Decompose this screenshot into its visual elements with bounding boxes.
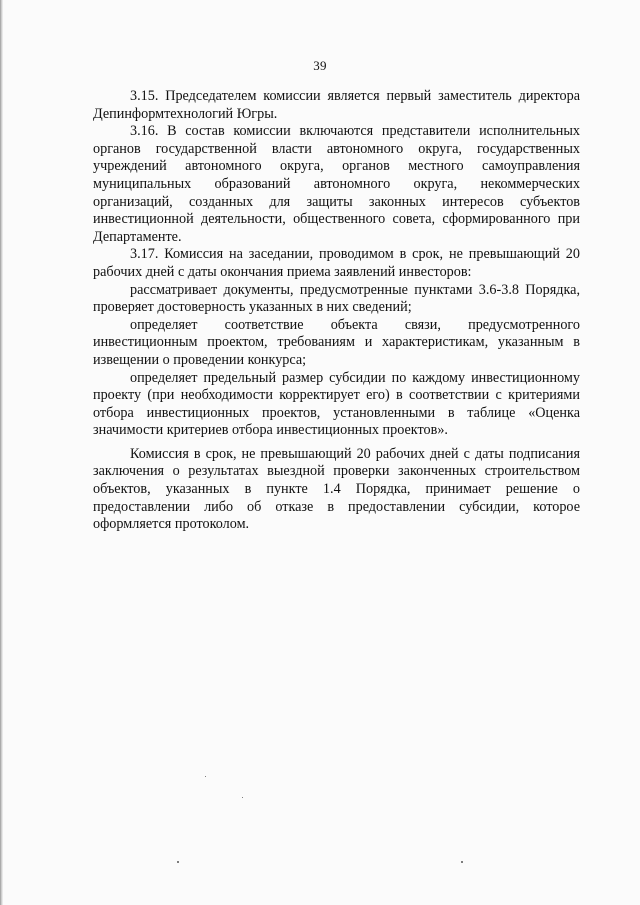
scan-speck xyxy=(461,861,463,863)
scan-speck xyxy=(177,861,179,863)
list-item-review-documents: рассматривает документы, предусмотренные пунктами 3.6-3.8 Порядка, проверяет достоверность указанных в них сведений; xyxy=(93,281,580,316)
list-item-determine-compliance: определяет соответствие объекта связи, предусмотренного инвестиционным проектом, требованиям и характеристикам, указанным в извещении о проведении конкурса; xyxy=(93,316,580,368)
list-item-determine-subsidy: определяет предельный размер субсидии по каждому инвестиционному проекту (при необходимости корректирует его) в соответствии с критериями отбора инвестиционных проектов, установленными в таблице «Оценка значимости критериев отбора инвестиционных проектов». xyxy=(93,369,580,439)
paragraph-3-15: 3.15. Председателем комиссии является первый заместитель директора Депинформтехнологий Югры. xyxy=(93,88,580,122)
scan-edge xyxy=(0,0,3,905)
body-text xyxy=(93,88,580,534)
page-number: 39 xyxy=(313,58,327,73)
scan-speck xyxy=(205,776,206,777)
paragraph-3-17: 3.17. Комиссия на заседании, проводимом в срок, не превышающий 20 рабочих дней с даты окончания приема заявлений инвесторов: xyxy=(93,246,580,280)
scan-speck xyxy=(242,797,243,798)
paragraph-3-16: 3.16. В состав комиссии включаются представители исполнительных органов государственной власти автономного округа, государственных учреждений автономного округа, органов местного самоуправления муниципальных образований автономного округа, некоммерческих организаций, созданных для защиты законных интересов субъектов инвестиционной деятельности, общественного совета, сформированного при Департаменте. xyxy=(93,123,580,245)
paragraph-commission-decision: Комиссия в срок, не превышающий 20 рабочих дней с даты подписания заключения о результатах выездной проверки законченных строительством объектов, указанных в пункте 1.4 Порядка, принимает решение о предоставлении либо об отказе в предоставлении субсидии, которое оформляется протоколом. xyxy=(93,445,580,533)
